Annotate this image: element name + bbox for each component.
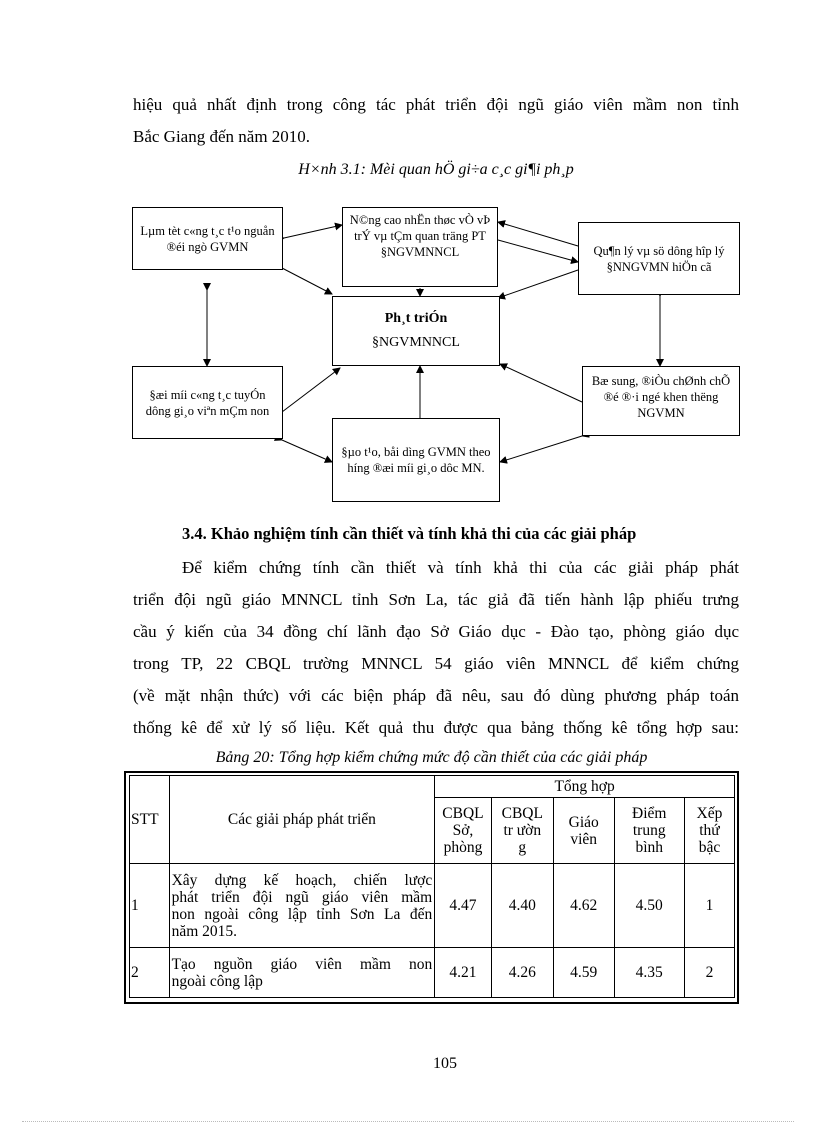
row1-solution-l1: Xây dựng kế hoạch, chiến lược: [171, 871, 433, 889]
diagram-center-line-2: §NGVMNNCL: [372, 335, 460, 350]
section-line-5: (về mặt nhận thức) với các biện pháp đã nêu, sau đó dùng phương pháp toán: [133, 686, 739, 705]
header-group: Tổng hợp: [435, 776, 735, 798]
diagram-box-bottom-left: §æi míi c«ng t¸c tuyÓn dông gi¸o viªn mÇm non: [132, 366, 283, 439]
section-heading: 3.4. Khảo nghiệm tính cần thiết và tính khả thi của các giải pháp: [182, 524, 637, 543]
header-cbql-truong: [491, 798, 553, 864]
section-line-3: cầu ý kiến của 34 đồng chí lãnh đạo Sở Giáo dục - Đào tạo, phòng giáo dục: [133, 622, 739, 641]
table-row: [130, 864, 735, 948]
page-number: 105: [433, 1055, 457, 1072]
section-line-4: trong TP, 22 CBQL trường MNNCL 54 giáo viên MNNCL để kiểm chứng: [133, 654, 739, 673]
row2-solution-l1: Tạo nguồn giáo viên mầm non: [171, 955, 433, 973]
row2-giao-vien: 4.59: [553, 948, 614, 998]
header-diem-l1: Điểm: [632, 805, 667, 822]
section-line-1: Để kiểm chứng tính cần thiết và tính khả thi của các giải pháp phát: [182, 558, 739, 577]
intro-line-2: Bắc Giang đến năm 2010.: [133, 127, 311, 146]
row2-xep: 2: [684, 948, 734, 998]
header-xep-l3: bậc: [698, 839, 721, 856]
figure-caption: H×nh 3.1: Mèi quan hÖ gi÷a c¸c gi¶i ph¸p: [298, 161, 574, 178]
header-cbql-truong-l3: g: [518, 839, 527, 856]
row2-cbql-truong: 4.26: [491, 948, 553, 998]
header-xep-l1: Xếp: [696, 805, 723, 822]
row2-stt: 2: [130, 948, 170, 998]
diagram-box-center: [332, 296, 500, 366]
row1-cbql-truong: 4.40: [491, 864, 553, 948]
row1-solution: [169, 864, 435, 948]
header-giao-vien: [553, 798, 614, 864]
header-cbql-truong-l2: tr ườn: [503, 822, 542, 839]
header-diem-l2: trung: [632, 822, 666, 839]
row2-cbql-so: 4.21: [435, 948, 491, 998]
row1-xep: 1: [684, 864, 734, 948]
header-diem-l3: bình: [635, 839, 664, 856]
row1-giao-vien: 4.62: [553, 864, 614, 948]
row1-solution-l3: non ngoài công lập tỉnh Sơn La đến: [171, 905, 433, 923]
diagram-center-line-1: Ph¸t triÓn: [384, 311, 448, 326]
table-caption: Bảng 20: Tổng hợp kiểm chứng mức độ cần thiết của các giải pháp: [215, 749, 648, 766]
header-giao-vien-l1: Giáo: [568, 813, 599, 831]
header-cbql-so: [435, 798, 491, 864]
header-giao-vien-l2: viên: [570, 830, 598, 848]
header-cbql-truong-l1: CBQL: [501, 805, 543, 822]
data-table: [129, 775, 735, 998]
diagram-box-bottom-right: Bæ sung, ®iÒu chØnh chÕ ®é ®·i ngé khen thëng NGVMN: [582, 366, 740, 436]
row1-diem: 4.50: [614, 864, 684, 948]
header-cbql-so-l3: phòng: [443, 839, 483, 856]
header-xep-l2: thứ: [699, 822, 720, 839]
diagram-box-bottom-center: §µo t¹o, båi dìng GVMN theo híng ®æi míi gi¸o dôc MN.: [332, 418, 500, 502]
row1-solution-l2: phát triển đội ngũ giáo viên mầm: [171, 888, 433, 906]
section-line-2: triển đội ngũ giáo MNNCL tỉnh Sơn La, tác giả đã tiến hành lập phiếu trưng: [133, 590, 739, 609]
row1-cbql-so: 4.47: [435, 864, 491, 948]
header-solution: Các giải pháp phát triển: [169, 776, 435, 864]
row1-solution-l4: năm 2015.: [171, 922, 238, 940]
header-cbql-so-l2: Sở,: [452, 822, 474, 839]
header-xep: [684, 798, 734, 864]
row2-solution: [169, 948, 435, 998]
table-row: [130, 948, 735, 998]
intro-line-1: hiệu quả nhất định trong công tác phát triển đội ngũ giáo viên mầm non tỉnh: [133, 95, 739, 114]
header-diem: [614, 798, 684, 864]
diagram-box-top-center: N©ng cao nhËn thøc vÒ vÞ trÝ vµ tÇm quan träng PT §NGVMNNCL: [342, 207, 498, 287]
section-line-6: thống kê để xử lý số liệu. Kết quả thu được qua bảng thống kê tổng hợp sau:: [133, 718, 739, 737]
diagram-box-top-left: Lµm tèt c«ng t¸c t¹o nguån ®éi ngò GVMN: [132, 207, 283, 270]
header-cbql-so-l1: CBQL: [442, 805, 484, 822]
row2-diem: 4.35: [614, 948, 684, 998]
page-bottom-border: [22, 1121, 794, 1122]
row1-stt: 1: [130, 864, 170, 948]
row2-solution-l2: ngoài công lập: [171, 972, 263, 990]
header-stt: STT: [130, 776, 170, 864]
diagram-box-top-right: Qu¶n lý vµ sö dông hîp lý §NNGVMN hiÖn cã: [578, 222, 740, 295]
